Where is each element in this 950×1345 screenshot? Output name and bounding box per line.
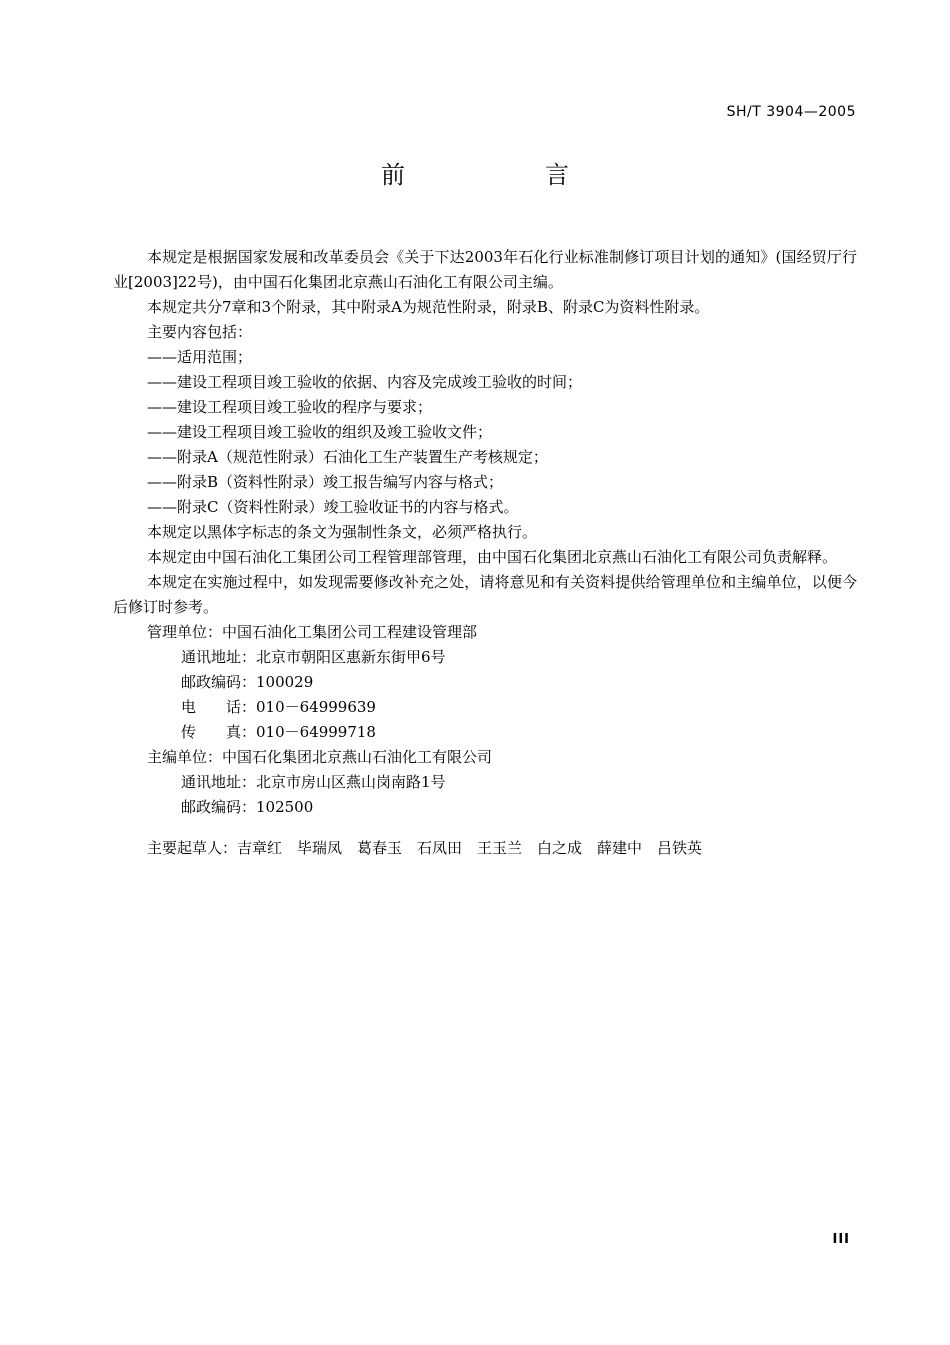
list-item: ——建设工程项目竣工验收的程序与要求； — [147, 398, 433, 416]
drafters-list: 主要起草人：吉章红 毕瑞凤 葛春玉 石凤田 王玉兰 白之成 薛建中 吕铁英 — [147, 839, 703, 857]
list-item: ——适用范围； — [147, 348, 253, 366]
paragraph-feedback: 本规定在实施过程中，如发现需要修改补充之处，请将意见和有关资料提供给管理单位和主编单位，以便今后修订时参考。 — [113, 573, 857, 616]
standard-code: SH/T 3904—2005 — [726, 104, 856, 120]
page-title: 前言 — [381, 161, 709, 189]
management-address: 通讯地址：北京市朝阳区惠新东街甲6号 — [181, 648, 446, 666]
management-phone: 电 话：010－64999639 — [181, 698, 376, 716]
list-item: ——附录C（资料性附录）竣工验收证书的内容与格式。 — [147, 498, 519, 516]
list-item: ——建设工程项目竣工验收的依据、内容及完成竣工验收的时间； — [147, 373, 583, 391]
page-number: III — [832, 1232, 850, 1247]
list-item: ——建设工程项目竣工验收的组织及竣工验收文件； — [147, 423, 493, 441]
paragraph-management: 本规定由中国石油化工集团公司工程管理部管理，由中国石化集团北京燕山石油化工有限公司负责解释。 — [147, 548, 838, 566]
spacer — [113, 820, 857, 836]
editor-address: 通讯地址：北京市房山区燕山岗南路1号 — [181, 773, 446, 791]
paragraph-basis: 本规定是根据国家发展和改革委员会《关于下达2003年石化行业标准制修订项目计划的通知》(国经贸厅行业[2003]22号)，由中国石化集团北京燕山石油化工有限公司主编。 — [113, 248, 857, 291]
management-unit: 管理单位：中国石油化工集团公司工程建设管理部 — [147, 623, 478, 641]
paragraph-mandatory: 本规定以黑体字标志的条文为强制性条文，必须严格执行。 — [147, 523, 538, 541]
list-item: ——附录A（规范性附录）石油化工生产装置生产考核规定； — [147, 448, 548, 466]
paragraph-structure: 本规定共分7章和3个附录，其中附录A为规范性附录，附录B、附录C为资料性附录。 — [147, 298, 710, 316]
editor-unit: 主编单位：中国石化集团北京燕山石油化工有限公司 — [147, 748, 493, 766]
paragraph-contents-intro: 主要内容包括： — [147, 323, 253, 341]
management-postcode: 邮政编码：100029 — [181, 673, 314, 691]
editor-postcode: 邮政编码：102500 — [181, 798, 314, 816]
foreword-body — [113, 245, 857, 861]
management-fax: 传 真：010－64999718 — [181, 723, 376, 741]
list-item: ——附录B（资料性附录）竣工报告编写内容与格式； — [147, 473, 504, 491]
